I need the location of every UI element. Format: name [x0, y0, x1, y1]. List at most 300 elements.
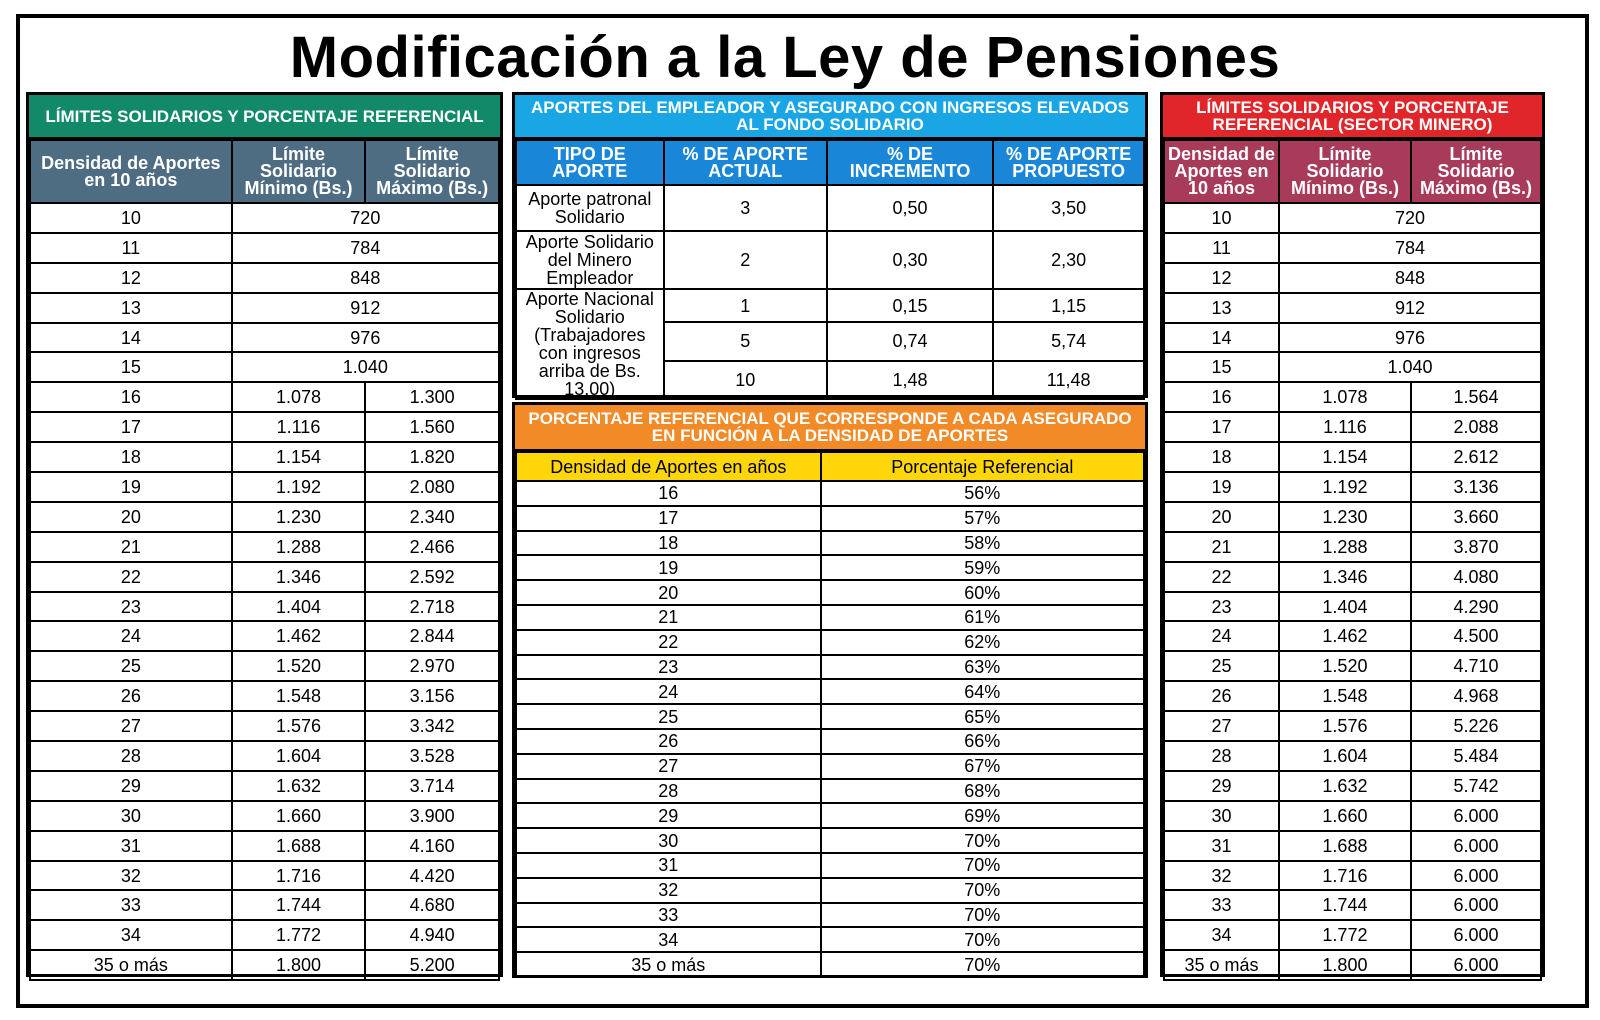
densidad-anos-cell: 28	[516, 779, 821, 804]
table-row	[1164, 920, 1541, 950]
limite-minimo-cell: 1.772	[232, 920, 366, 950]
aporte-actual-cell: 3	[664, 185, 827, 231]
header-limite-minimo: Límite Solidario Mínimo (Bs.)	[1279, 140, 1411, 203]
porcentaje-cell: 70%	[821, 853, 1144, 878]
densidad-cell: 12	[30, 263, 232, 293]
table-row	[516, 679, 1144, 704]
limite-maximo-cell: 2.612	[1411, 442, 1541, 472]
incremento-cell: 1,48	[827, 361, 993, 399]
porcentaje-cell: 62%	[821, 630, 1144, 655]
table-row	[30, 263, 499, 293]
header-tipo-aporte: TIPO DE APORTE	[516, 140, 664, 185]
limite-merged-cell: 912	[1279, 293, 1541, 323]
limite-maximo-cell: 3.156	[365, 681, 499, 711]
densidad-cell: 30	[30, 801, 232, 831]
limite-minimo-cell: 1.632	[232, 771, 366, 801]
densidad-cell: 26	[1164, 681, 1279, 711]
densidad-cell: 12	[1164, 263, 1279, 293]
table-row	[30, 801, 499, 831]
limite-minimo-cell: 1.288	[1279, 532, 1411, 562]
densidad-cell: 31	[30, 831, 232, 861]
limite-merged-cell: 976	[232, 323, 499, 353]
aporte-propuesto-cell: 3,50	[993, 185, 1144, 231]
densidad-anos-cell: 27	[516, 754, 821, 779]
densidad-anos-cell: 16	[516, 481, 821, 506]
limite-maximo-cell: 4.680	[365, 890, 499, 920]
porcentaje-cell: 59%	[821, 555, 1144, 580]
limite-maximo-cell: 6.000	[1411, 950, 1541, 980]
limite-maximo-cell: 1.300	[365, 382, 499, 412]
limite-maximo-cell: 4.420	[365, 861, 499, 891]
porcentaje-cell: 66%	[821, 729, 1144, 754]
limite-minimo-cell: 1.632	[1279, 771, 1411, 801]
densidad-cell: 11	[1164, 233, 1279, 263]
aporte-actual-cell: 1	[664, 289, 827, 322]
porcentaje-cell: 67%	[821, 754, 1144, 779]
table-row	[516, 729, 1144, 754]
limite-minimo-cell: 1.520	[1279, 651, 1411, 681]
densidad-cell: 19	[30, 472, 232, 502]
limite-merged-cell: 848	[232, 263, 499, 293]
limite-merged-cell: 912	[232, 293, 499, 323]
densidad-cell: 29	[1164, 771, 1279, 801]
densidad-anos-cell: 22	[516, 630, 821, 655]
table-row	[30, 831, 499, 861]
aporte-propuesto-cell: 1,15	[993, 289, 1144, 322]
limite-minimo-cell: 1.716	[232, 861, 366, 891]
limite-merged-cell: 1.040	[1279, 352, 1541, 382]
densidad-anos-cell: 20	[516, 580, 821, 605]
limite-maximo-cell: 6.000	[1411, 831, 1541, 861]
incremento-cell: 0,15	[827, 289, 993, 322]
densidad-cell: 28	[30, 741, 232, 771]
header-limite-maximo: Límite Solidario Máximo (Bs.)	[365, 140, 499, 203]
limite-maximo-cell: 2.592	[365, 562, 499, 592]
table-row	[1164, 472, 1541, 502]
porcentaje-cell: 65%	[821, 704, 1144, 729]
densidad-cell: 17	[1164, 412, 1279, 442]
table-row	[30, 890, 499, 920]
limite-minimo-cell: 1.660	[1279, 801, 1411, 831]
table-row	[30, 711, 499, 741]
limite-minimo-cell: 1.116	[1279, 412, 1411, 442]
porcentaje-cell: 61%	[821, 605, 1144, 630]
aporte-propuesto-cell: 2,30	[993, 231, 1144, 289]
table-row	[1164, 950, 1541, 980]
table-row	[1164, 532, 1541, 562]
table-row	[1164, 233, 1541, 263]
densidad-cell: 32	[30, 861, 232, 891]
table-row	[516, 231, 1144, 289]
limites-solidarios-body	[30, 203, 499, 980]
limite-minimo-cell: 1.688	[232, 831, 366, 861]
limite-maximo-cell: 6.000	[1411, 920, 1541, 950]
limite-maximo-cell: 4.500	[1411, 621, 1541, 651]
table-row	[516, 754, 1144, 779]
table-row	[1164, 890, 1541, 920]
densidad-cell: 10	[30, 203, 232, 233]
limite-maximo-cell: 3.660	[1411, 502, 1541, 532]
limite-maximo-cell: 3.528	[365, 741, 499, 771]
table-row	[1164, 263, 1541, 293]
tipo-aporte-nacional-cell: Aporte Nacional Solidario (Trabajadores con ingresos arriba de Bs. 13.00)	[516, 289, 664, 399]
limite-minimo-cell: 1.716	[1279, 861, 1411, 891]
densidad-anos-cell: 29	[516, 803, 821, 828]
table-row	[1164, 502, 1541, 532]
header-aporte-actual: % DE APORTE ACTUAL	[664, 140, 827, 185]
limite-maximo-cell: 5.484	[1411, 741, 1541, 771]
limite-minimo-cell: 1.404	[232, 592, 366, 622]
limite-merged-cell: 848	[1279, 263, 1541, 293]
header-limite-minimo: Límite Solidario Mínimo (Bs.)	[232, 140, 366, 203]
limite-merged-cell: 720	[232, 203, 499, 233]
table-row	[516, 630, 1144, 655]
table-row	[30, 382, 499, 412]
limite-merged-cell: 784	[232, 233, 499, 263]
aporte-propuesto-cell: 5,74	[993, 322, 1144, 360]
densidad-cell: 14	[30, 323, 232, 353]
table-row	[1164, 621, 1541, 651]
densidad-cell: 34	[1164, 920, 1279, 950]
limite-minimo-cell: 1.548	[232, 681, 366, 711]
densidad-cell: 29	[30, 771, 232, 801]
limite-maximo-cell: 1.820	[365, 442, 499, 472]
limite-minimo-cell: 1.288	[232, 532, 366, 562]
limite-maximo-cell: 2.466	[365, 532, 499, 562]
table-row	[30, 412, 499, 442]
table-row	[516, 828, 1144, 853]
limite-minimo-cell: 1.346	[232, 562, 366, 592]
table-row	[30, 293, 499, 323]
densidad-cell: 35 o más	[30, 950, 232, 980]
table-row	[1164, 323, 1541, 353]
porcentaje-referencial-body	[516, 481, 1144, 977]
table-row	[30, 621, 499, 651]
limite-minimo-cell: 1.154	[1279, 442, 1411, 472]
porcentaje-cell: 63%	[821, 655, 1144, 680]
header-incremento: % DE INCREMENTO	[827, 140, 993, 185]
densidad-cell: 22	[30, 562, 232, 592]
limites-sector-minero-body	[1164, 203, 1541, 980]
densidad-anos-cell: 31	[516, 853, 821, 878]
densidad-cell: 35 o más	[1164, 950, 1279, 980]
table-row	[30, 472, 499, 502]
limite-minimo-cell: 1.404	[1279, 592, 1411, 622]
aportes-banner: APORTES DEL EMPLEADOR Y ASEGURADO CON INGRESOS ELEVADOS AL FONDO SOLIDARIO	[515, 95, 1145, 139]
table-row	[1164, 412, 1541, 442]
tipo-aporte-cell: Aporte Solidario del Minero Empleador	[516, 231, 664, 289]
densidad-cell: 20	[30, 502, 232, 532]
limite-maximo-cell: 2.080	[365, 472, 499, 502]
densidad-anos-cell: 34	[516, 927, 821, 952]
table-row	[516, 289, 1144, 322]
densidad-cell: 22	[1164, 562, 1279, 592]
table-row	[30, 920, 499, 950]
limite-minimo-cell: 1.604	[232, 741, 366, 771]
header-limite-maximo: Límite Solidario Máximo (Bs.)	[1411, 140, 1541, 203]
limite-maximo-cell: 2.970	[365, 651, 499, 681]
limite-maximo-cell: 3.136	[1411, 472, 1541, 502]
limites-sector-minero-table	[1160, 92, 1545, 977]
densidad-cell: 25	[1164, 651, 1279, 681]
limite-maximo-cell: 4.080	[1411, 562, 1541, 592]
limite-minimo-cell: 1.078	[1279, 382, 1411, 412]
porcentaje-cell: 60%	[821, 580, 1144, 605]
densidad-cell: 16	[1164, 382, 1279, 412]
limite-maximo-cell: 6.000	[1411, 801, 1541, 831]
limite-maximo-cell: 3.714	[365, 771, 499, 801]
densidad-anos-cell: 32	[516, 878, 821, 903]
porcentaje-cell: 70%	[821, 828, 1144, 853]
table-row	[516, 704, 1144, 729]
densidad-cell: 33	[1164, 890, 1279, 920]
limites-solidarios-banner: LÍMITES SOLIDARIOS Y PORCENTAJE REFERENCIAL	[29, 95, 500, 139]
table-row	[1164, 831, 1541, 861]
densidad-cell: 27	[1164, 711, 1279, 741]
limite-minimo-cell: 1.154	[232, 442, 366, 472]
limite-maximo-cell: 6.000	[1411, 861, 1541, 891]
limite-minimo-cell: 1.576	[232, 711, 366, 741]
table-row	[516, 506, 1144, 531]
densidad-anos-cell: 24	[516, 679, 821, 704]
limite-maximo-cell: 1.564	[1411, 382, 1541, 412]
porcentaje-cell: 68%	[821, 779, 1144, 804]
densidad-cell: 15	[1164, 352, 1279, 382]
limite-maximo-cell: 4.940	[365, 920, 499, 950]
aportes-table	[512, 92, 1148, 398]
table-row	[30, 502, 499, 532]
table-row	[30, 861, 499, 891]
table-row	[30, 442, 499, 472]
densidad-cell: 15	[30, 352, 232, 382]
table-row	[516, 555, 1144, 580]
table-row	[1164, 651, 1541, 681]
porcentaje-referencial-table	[512, 402, 1148, 978]
aporte-propuesto-cell: 11,48	[993, 361, 1144, 399]
limite-minimo-cell: 1.520	[232, 651, 366, 681]
porcentaje-cell: 69%	[821, 803, 1144, 828]
densidad-cell: 23	[30, 592, 232, 622]
table-row	[30, 203, 499, 233]
table-row	[1164, 382, 1541, 412]
limite-minimo-cell: 1.346	[1279, 562, 1411, 592]
table-row	[30, 741, 499, 771]
limites-sector-minero-banner: LÍMITES SOLIDARIOS Y PORCENTAJE REFERENCIAL (SECTOR MINERO)	[1163, 95, 1542, 139]
porcentaje-cell: 70%	[821, 952, 1144, 977]
limite-minimo-cell: 1.576	[1279, 711, 1411, 741]
porcentaje-cell: 70%	[821, 927, 1144, 952]
header-densidad: Densidad de Aportes en 10 años	[30, 140, 232, 203]
porcentaje-cell: 56%	[821, 481, 1144, 506]
table-row	[516, 927, 1144, 952]
densidad-cell: 34	[30, 920, 232, 950]
table-row	[516, 779, 1144, 804]
tipo-aporte-cell: Aporte patronal Solidario	[516, 185, 664, 231]
limite-minimo-cell: 1.604	[1279, 741, 1411, 771]
limite-maximo-cell: 2.844	[365, 621, 499, 651]
limite-maximo-cell: 2.088	[1411, 412, 1541, 442]
limite-merged-cell: 784	[1279, 233, 1541, 263]
densidad-anos-cell: 25	[516, 704, 821, 729]
limite-minimo-cell: 1.800	[232, 950, 366, 980]
densidad-cell: 10	[1164, 203, 1279, 233]
table-row	[1164, 442, 1541, 472]
limite-minimo-cell: 1.800	[1279, 950, 1411, 980]
table-row	[1164, 203, 1541, 233]
table-row	[1164, 681, 1541, 711]
limite-maximo-cell: 3.342	[365, 711, 499, 741]
limite-minimo-cell: 1.772	[1279, 920, 1411, 950]
table-row	[516, 580, 1144, 605]
incremento-cell: 0,74	[827, 322, 993, 360]
aporte-actual-cell: 10	[664, 361, 827, 399]
limite-maximo-cell: 2.340	[365, 502, 499, 532]
header-densidad: Densidad de Aportes en 10 años	[1164, 140, 1279, 203]
densidad-anos-cell: 23	[516, 655, 821, 680]
table-row	[30, 771, 499, 801]
densidad-cell: 27	[30, 711, 232, 741]
limite-minimo-cell: 1.462	[232, 621, 366, 651]
densidad-cell: 14	[1164, 323, 1279, 353]
porcentaje-cell: 58%	[821, 531, 1144, 556]
limite-maximo-cell: 5.226	[1411, 711, 1541, 741]
table-row	[30, 651, 499, 681]
limite-minimo-cell: 1.688	[1279, 831, 1411, 861]
densidad-cell: 28	[1164, 741, 1279, 771]
limite-minimo-cell: 1.744	[232, 890, 366, 920]
densidad-cell: 30	[1164, 801, 1279, 831]
limite-maximo-cell: 2.718	[365, 592, 499, 622]
densidad-cell: 11	[30, 233, 232, 263]
limite-minimo-cell: 1.192	[232, 472, 366, 502]
aporte-actual-cell: 5	[664, 322, 827, 360]
densidad-cell: 20	[1164, 502, 1279, 532]
limite-maximo-cell: 6.000	[1411, 890, 1541, 920]
limite-minimo-cell: 1.078	[232, 382, 366, 412]
densidad-cell: 18	[1164, 442, 1279, 472]
table-row	[30, 352, 499, 382]
incremento-cell: 0,30	[827, 231, 993, 289]
densidad-anos-cell: 19	[516, 555, 821, 580]
table-row	[1164, 801, 1541, 831]
table-row	[516, 605, 1144, 630]
aporte-actual-cell: 2	[664, 231, 827, 289]
porcentaje-referencial-banner: PORCENTAJE REFERENCIAL QUE CORRESPONDE A CADA ASEGURADO EN FUNCIÓN A LA DENSIDAD DE APORTES	[515, 405, 1145, 451]
densidad-cell: 16	[30, 382, 232, 412]
limite-minimo-cell: 1.660	[232, 801, 366, 831]
densidad-anos-cell: 21	[516, 605, 821, 630]
limite-maximo-cell: 3.870	[1411, 532, 1541, 562]
densidad-cell: 24	[1164, 621, 1279, 651]
densidad-cell: 32	[1164, 861, 1279, 891]
table-row	[516, 853, 1144, 878]
densidad-cell: 31	[1164, 831, 1279, 861]
densidad-cell: 25	[30, 651, 232, 681]
table-row	[1164, 711, 1541, 741]
limite-maximo-cell: 4.968	[1411, 681, 1541, 711]
porcentaje-cell: 70%	[821, 878, 1144, 903]
limite-maximo-cell: 1.560	[365, 412, 499, 442]
densidad-cell: 18	[30, 442, 232, 472]
table-row	[30, 233, 499, 263]
incremento-cell: 0,50	[827, 185, 993, 231]
limite-minimo-cell: 1.230	[232, 502, 366, 532]
limite-minimo-cell: 1.230	[1279, 502, 1411, 532]
table-row	[30, 950, 499, 980]
table-row	[1164, 741, 1541, 771]
densidad-cell: 24	[30, 621, 232, 651]
table-row	[1164, 562, 1541, 592]
page-title: Modificación a la Ley de Pensiones	[289, 25, 1281, 90]
limite-minimo-cell: 1.192	[1279, 472, 1411, 502]
densidad-cell: 19	[1164, 472, 1279, 502]
porcentaje-cell: 64%	[821, 679, 1144, 704]
table-row	[1164, 293, 1541, 323]
limite-merged-cell: 976	[1279, 323, 1541, 353]
densidad-cell: 21	[1164, 532, 1279, 562]
table-row	[1164, 861, 1541, 891]
densidad-cell: 13	[1164, 293, 1279, 323]
header-densidad-anos: Densidad de Aportes en años	[516, 452, 821, 481]
limite-maximo-cell: 4.710	[1411, 651, 1541, 681]
table-row	[30, 323, 499, 353]
limite-maximo-cell: 5.742	[1411, 771, 1541, 801]
table-row	[30, 562, 499, 592]
table-row	[516, 952, 1144, 977]
limite-merged-cell: 1.040	[232, 352, 499, 382]
densidad-cell: 26	[30, 681, 232, 711]
densidad-anos-cell: 35 o más	[516, 952, 821, 977]
limite-maximo-cell: 4.290	[1411, 592, 1541, 622]
limites-solidarios-table	[26, 92, 503, 977]
table-row	[516, 903, 1144, 928]
porcentaje-cell: 70%	[821, 903, 1144, 928]
limite-maximo-cell: 4.160	[365, 831, 499, 861]
table-row	[516, 531, 1144, 556]
table-row	[1164, 592, 1541, 622]
densidad-anos-cell: 26	[516, 729, 821, 754]
limite-minimo-cell: 1.462	[1279, 621, 1411, 651]
limite-minimo-cell: 1.116	[232, 412, 366, 442]
table-row	[1164, 771, 1541, 801]
limite-maximo-cell: 5.200	[365, 950, 499, 980]
densidad-cell: 17	[30, 412, 232, 442]
table-row	[30, 532, 499, 562]
densidad-anos-cell: 30	[516, 828, 821, 853]
densidad-anos-cell: 33	[516, 903, 821, 928]
table-row	[516, 803, 1144, 828]
table-row	[30, 592, 499, 622]
limite-minimo-cell: 1.548	[1279, 681, 1411, 711]
densidad-cell: 33	[30, 890, 232, 920]
densidad-cell: 21	[30, 532, 232, 562]
table-row	[516, 185, 1144, 231]
table-row	[1164, 352, 1541, 382]
limite-merged-cell: 720	[1279, 203, 1541, 233]
table-row	[516, 878, 1144, 903]
porcentaje-cell: 57%	[821, 506, 1144, 531]
densidad-cell: 13	[30, 293, 232, 323]
densidad-anos-cell: 17	[516, 506, 821, 531]
densidad-anos-cell: 18	[516, 531, 821, 556]
header-aporte-propuesto: % DE APORTE PROPUESTO	[993, 140, 1144, 185]
limite-maximo-cell: 3.900	[365, 801, 499, 831]
limite-minimo-cell: 1.744	[1279, 890, 1411, 920]
table-row	[516, 481, 1144, 506]
table-row	[516, 655, 1144, 680]
table-row	[30, 681, 499, 711]
densidad-cell: 23	[1164, 592, 1279, 622]
